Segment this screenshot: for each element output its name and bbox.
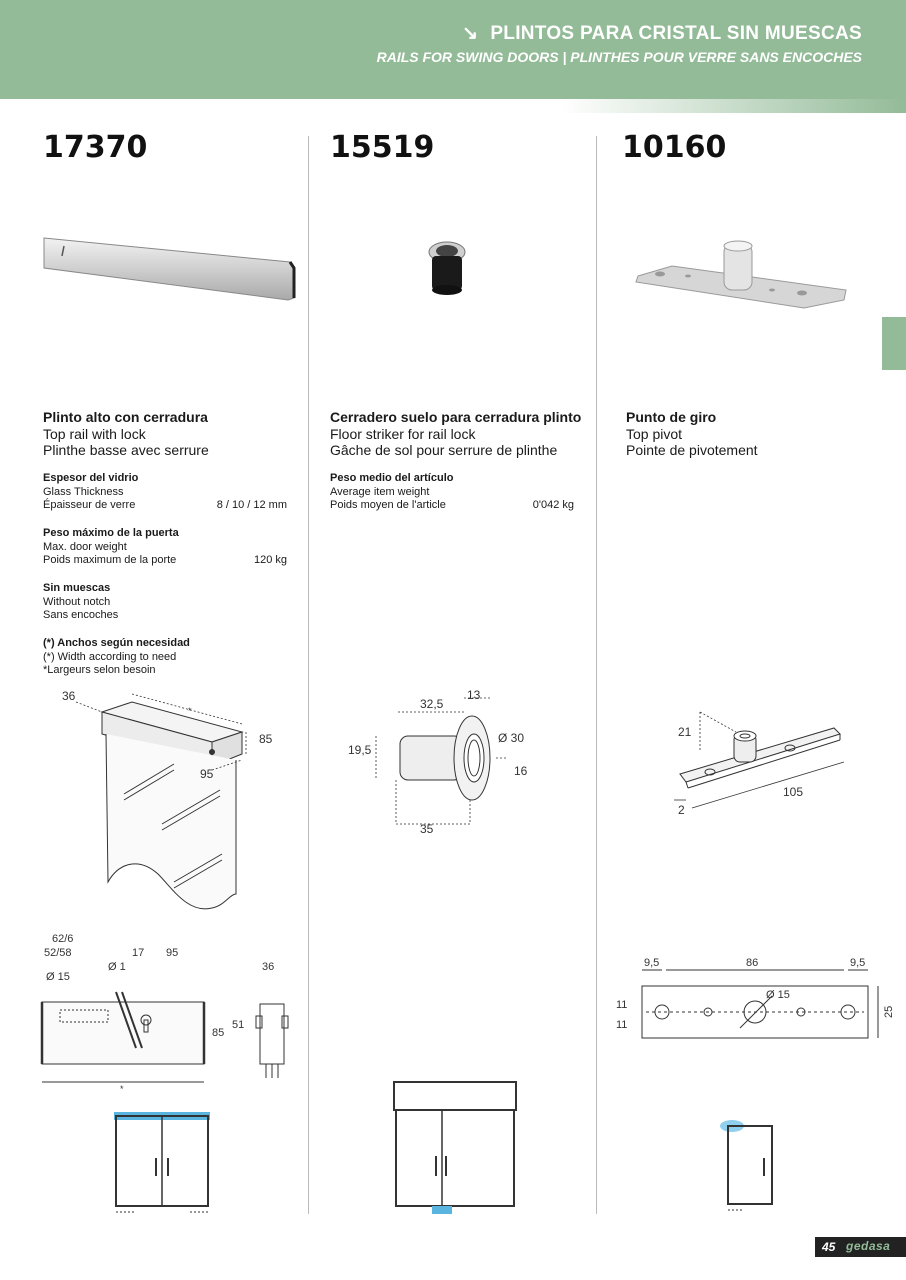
top-pivot-3d-drawing — [640, 700, 860, 820]
page-header — [0, 0, 906, 99]
dim-label: 11 — [616, 999, 628, 1011]
section-subtitle: RAILS FOR SWING DOORS | PLINTHES POUR VERRE SANS ENCOCHES — [376, 49, 862, 65]
dim-label: 105 — [783, 785, 804, 799]
dim-label: Ø 15 — [46, 971, 70, 983]
section-title-text: PLINTOS PARA CRISTAL SIN MUESCAS — [490, 23, 862, 44]
page-number: 45 — [822, 1240, 836, 1254]
spec-label-fr: Sans encoches — [43, 609, 119, 621]
spec-value: 8 / 10 / 12 mm — [216, 499, 287, 511]
top-rail-3d-drawing — [40, 684, 300, 924]
spec-label-fr: *Largeurs selon besoin — [43, 664, 156, 676]
column-divider — [596, 136, 597, 1214]
spec-max-weight — [43, 527, 287, 568]
dim-label: 21 — [678, 725, 692, 739]
spec-label-fr: Poids maximum de la porte — [43, 554, 177, 566]
door-usage-icon — [718, 1118, 778, 1218]
dim-label: * — [120, 1084, 124, 1094]
product-code: 10160 — [622, 130, 727, 165]
spec-label-fr: Épaisseur de verre — [43, 499, 136, 511]
name-fr: Plinthe basse avec serrure — [43, 442, 209, 458]
section-tab — [882, 317, 906, 370]
name-en: Top rail with lock — [43, 425, 146, 442]
spec-label-es: Peso medio del artículo — [330, 472, 454, 484]
dim-label: 13 — [467, 688, 481, 702]
dim-label: 32,5 — [420, 697, 444, 711]
spec-value: 0'042 kg — [532, 499, 574, 511]
name-fr: Gâche de sol pour serrure de plinthe — [330, 442, 558, 458]
dim-label: * — [188, 706, 192, 716]
dim-label: 35 — [420, 822, 434, 836]
name-en: Top pivot — [626, 425, 683, 442]
top-pivot-photo — [632, 236, 852, 314]
dim-label: 16 — [514, 764, 528, 778]
dim-label: 52/58 — [44, 947, 72, 959]
name-es: Punto de giro — [626, 409, 717, 425]
dim-label: Ø 30 — [498, 731, 525, 745]
top-rail-photo — [40, 232, 298, 304]
spec-item-weight — [330, 472, 574, 513]
dim-label: 9,5 — [850, 957, 866, 969]
spec-glass-thickness — [43, 472, 287, 513]
dim-label: 25 — [883, 1005, 895, 1018]
name-es: Cerradero suelo para cerradura plinto — [330, 409, 582, 425]
floor-striker-drawing — [340, 684, 540, 844]
column-divider — [308, 136, 309, 1214]
dim-label: 95 — [200, 767, 214, 781]
name-es: Plinto alto con cerradura — [43, 409, 208, 425]
spec-label-es: Espesor del vidrio — [43, 472, 139, 484]
product-description — [43, 409, 293, 459]
spec-label-en: Without notch — [43, 595, 111, 608]
spec-value: 120 kg — [253, 554, 287, 566]
spec-without-notch — [43, 582, 289, 623]
spec-label-en: (*) Width according to need — [43, 650, 177, 663]
spec-label-es: (*) Anchos según necesidad — [43, 637, 190, 649]
spec-label-en: Average item weight — [330, 485, 430, 498]
name-en: Floor striker for rail lock — [330, 425, 476, 442]
dim-label: 86 — [746, 957, 759, 969]
dim-label: 11 — [616, 1019, 628, 1031]
dim-label: 36 — [262, 961, 275, 973]
spec-label-en: Glass Thickness — [43, 485, 124, 498]
dim-label: 51 — [232, 1019, 245, 1031]
dim-label: 2 — [678, 803, 685, 817]
product-description — [626, 409, 876, 459]
dim-label: Ø 15 — [766, 989, 790, 1001]
floor-striker-photo — [424, 238, 470, 298]
spec-label-en: Max. door weight — [43, 540, 127, 553]
dim-label: 85 — [212, 1027, 225, 1039]
brand-logo: gedasa — [846, 1239, 891, 1253]
spec-label-es: Sin muescas — [43, 582, 111, 594]
dim-label: 17 — [132, 947, 145, 959]
dim-label: 19,5 — [348, 743, 372, 757]
top-rail-plan-drawing — [36, 928, 306, 1094]
product-code: 17370 — [43, 130, 148, 165]
dim-label: 95 — [166, 947, 179, 959]
spec-label-fr: Poids moyen de l'article — [330, 499, 446, 511]
top-pivot-plan-drawing — [610, 950, 900, 1050]
dim-label: Ø 1 — [108, 961, 126, 973]
door-usage-icon — [390, 1080, 520, 1218]
section-title — [462, 22, 862, 45]
arrow-down-right-icon: ↘ — [462, 23, 479, 44]
spec-width-note — [43, 637, 289, 678]
product-code: 15519 — [330, 130, 435, 165]
dim-label: 62/6 — [52, 933, 74, 945]
dim-label: 85 — [259, 732, 273, 746]
spec-label-es: Peso máximo de la puerta — [43, 527, 179, 539]
name-fr: Pointe de pivotement — [626, 442, 758, 458]
dim-label: 9,5 — [644, 957, 660, 969]
dim-label: 36 — [62, 689, 76, 703]
door-usage-icon — [110, 1108, 214, 1216]
product-description — [330, 409, 592, 459]
header-fade — [560, 99, 906, 113]
